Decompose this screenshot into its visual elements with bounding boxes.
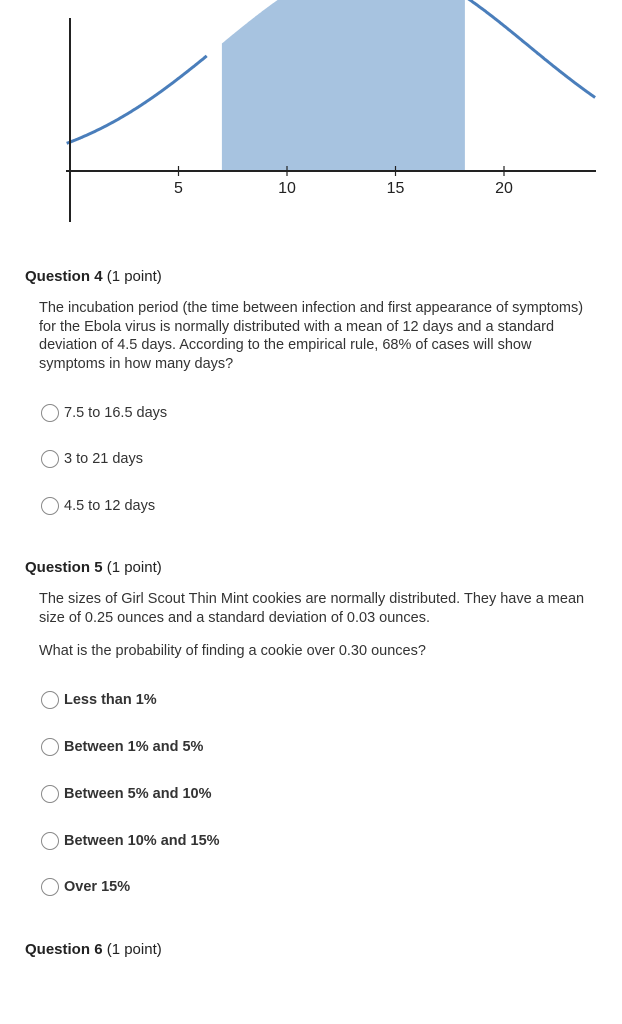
distribution-curve-left bbox=[67, 56, 207, 143]
shaded-area bbox=[222, 0, 465, 171]
question-5-prompt: What is the probability of finding a cookie over 0.30 ounces? bbox=[39, 643, 426, 659]
radio-button[interactable] bbox=[41, 738, 59, 756]
question-5-text: The sizes of Girl Scout Thin Mint cookies are normally distributed. They have a mean size of 0.25 ounces and a standard deviation of 0.03 ounces. bbox=[39, 591, 585, 626]
question-5-title: Question 5 (1 point) bbox=[25, 559, 162, 576]
option-label: Less than 1% bbox=[64, 692, 157, 708]
option-label: 7.5 to 16.5 days bbox=[64, 405, 168, 421]
option-label: Between 10% and 15% bbox=[64, 833, 220, 849]
question-4-option-1[interactable] bbox=[41, 403, 167, 423]
x-tick-label: 15 bbox=[386, 180, 405, 197]
option-label: Between 5% and 10% bbox=[64, 786, 212, 802]
question-5-option-3[interactable] bbox=[41, 784, 211, 804]
question-5-option-2[interactable] bbox=[41, 737, 203, 757]
option-label: 3 to 21 days bbox=[64, 451, 143, 467]
question-4-text: The incubation period (the time between infection and first appearance of symptoms) for the Ebola virus is normally distributed with a mean of 12 days and a standard deviation of 4.5 days. According to the empirical rule, 68% of cases will show symptoms in how many days? bbox=[39, 300, 584, 372]
distribution-curve-right bbox=[465, 0, 595, 98]
radio-button[interactable] bbox=[41, 832, 59, 850]
question-4-option-3[interactable] bbox=[41, 496, 155, 516]
question-4-option-2[interactable] bbox=[41, 449, 143, 469]
radio-button[interactable] bbox=[41, 785, 59, 803]
radio-button[interactable] bbox=[41, 691, 59, 709]
radio-button[interactable] bbox=[41, 450, 59, 468]
radio-button[interactable] bbox=[41, 497, 59, 515]
question-4-title: Question 4 (1 point) bbox=[25, 268, 162, 285]
option-label: Between 1% and 5% bbox=[64, 739, 204, 755]
question-6-title: Question 6 (1 point) bbox=[25, 941, 162, 958]
question-5-option-5[interactable] bbox=[41, 877, 130, 897]
normal-distribution-chart bbox=[0, 0, 622, 235]
option-label: 4.5 to 12 days bbox=[64, 498, 156, 514]
option-label: Over 15% bbox=[64, 879, 131, 895]
x-tick-label: 20 bbox=[495, 180, 513, 197]
x-tick-label: 5 bbox=[174, 180, 183, 197]
question-5-option-1[interactable] bbox=[41, 690, 157, 710]
radio-button[interactable] bbox=[41, 404, 59, 422]
x-tick-label: 10 bbox=[278, 180, 296, 197]
question-5-option-4[interactable] bbox=[41, 831, 220, 851]
radio-button[interactable] bbox=[41, 878, 59, 896]
